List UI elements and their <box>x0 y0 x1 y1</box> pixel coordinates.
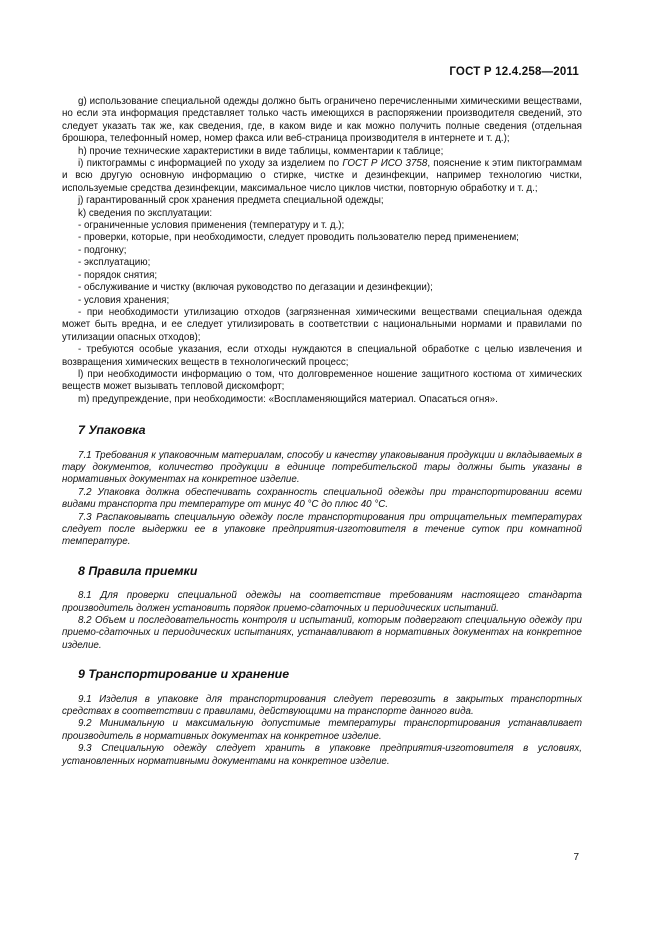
standard-reference: ГОСТ Р ИСО 3758 <box>342 158 428 170</box>
clause-8-2: 8.2 Объем и последовательность контроля и испытаний, которым подвергают специальную одежду при приемо-сдаточных и периодических испытаниях, устанавливают в нормативных документах на конкретное изделие. <box>62 615 582 651</box>
section-9-heading: 9 Транспортирование и хранение <box>78 667 290 682</box>
section-8-heading: 8 Правила приемки <box>78 563 198 578</box>
document-code-header: ГОСТ Р 12.4.258—2011 <box>449 66 579 78</box>
k-subitem: - подгонку; <box>78 244 127 256</box>
list-item-i-text-start: i) пиктограммы с информацией по уходу за изделием по <box>78 158 343 170</box>
list-item-i <box>62 158 582 195</box>
k-subitem: - при необходимости утилизацию отходов (загрязненная химическими веществами специальная одежда может быть вредна, и ее следует утилизировать в соответствии с национальными нормами и правилами по утилизации опасных отходов); <box>62 306 582 343</box>
list-item-m: m) предупреждение, при необходимости: «Воспламеняющийся материал. Опасаться огня». <box>78 393 498 405</box>
section-7-heading: 7 Упаковка <box>78 423 146 438</box>
page-content <box>62 96 582 768</box>
k-subitem: - порядок снятия; <box>78 269 158 281</box>
list-item-l: l) при необходимости информацию о том, что долговременное ношение защитного костюма от химических веществ может вызывать тепловой дискомфорт; <box>62 368 582 393</box>
clause-9-3: 9.3 Специальную одежду следует хранить в упаковке предприятия-изготовителя в условиях, установленных нормативными документами на конкретное изделие. <box>62 743 582 767</box>
k-subitem: - обслуживание и чистку (включая руководство по дегазации и дезинфекции); <box>78 282 433 294</box>
list-item-k: k) сведения по эксплуатации: <box>78 207 213 219</box>
page-number: 7 <box>573 852 579 863</box>
clause-8-1: 8.1 Для проверки специальной одежды на соответствие требованиям настоящего стандарта производитель должен установить порядок приемо-сдаточных и периодических испытаний. <box>62 590 582 614</box>
clause-9-2: 9.2 Минимальную и максимальную допустимые температуры транспортирования устанавливает производитель в нормативных документах на конкретное изделие. <box>62 718 582 742</box>
clause-7-3: 7.3 Распаковывать специальную одежду после транспортирования при отрицательных температурах следует после выдержки ее в упаковке предприятия-изготовителя в течение суток при комнатной температуре. <box>62 511 582 548</box>
list-item-g: g) использование специальной одежды должно быть ограничено перечисленными химическими веществами, но если эта информация представляет только часть имеющихся в распоряжении производителя сведений, это следует указать так же, как сведения, где, в каком виде и как можно получить полные сведения (отдельная брошюра, телефонный номер, номер факса или веб-страница производителя в интернете и т. д.); <box>62 96 582 145</box>
list-item-i-text-end: , пояснение к этим пиктограммам и всю другую основную информацию о стирке, чистке и дезинфекции, например технологию чистки, используемые средства дезинфекции, максимальное число циклов чистки, повторную обработку и т. д.; <box>62 158 582 194</box>
k-subitem: - требуются особые указания, если отходы нуждаются в специальной обработке с целью извлечения и возвращения химических веществ в технологический процесс; <box>62 344 582 368</box>
k-subitem: - проверки, которые, при необходимости, следует проводить пользователю перед применением; <box>78 232 519 244</box>
k-subitem: - ограниченные условия применения (температуру и т. д.); <box>78 220 345 232</box>
clause-7-1: 7.1 Требования к упаковочным материалам, способу и качеству упаковывания продукции и вкладываемых в тару документов, количество продукции в единице потребительской тары должны быть указаны в нормативных документах на конкретное изделие. <box>62 449 582 486</box>
clause-7-2: 7.2 Упаковка должна обеспечивать сохранность специальной одежды при транспортировании всеми видами транспорта при температуре от минус 40 °С до плюс 40 °С. <box>62 486 582 511</box>
clause-9-1: 9.1 Изделия в упаковке для транспортирования следует перевозить в закрытых транспортных средствах в соответствии с правилами, действующими на транспорте данного вида. <box>62 693 582 718</box>
list-item-h: h) прочие технические характеристики в виде таблицы, комментарии к таблице; <box>78 145 444 157</box>
k-subitem: - эксплуатацию; <box>78 257 151 269</box>
list-item-j: j) гарантированный срок хранения предмета специальной одежды; <box>78 195 384 207</box>
k-subitem: - условия хранения; <box>78 294 170 306</box>
